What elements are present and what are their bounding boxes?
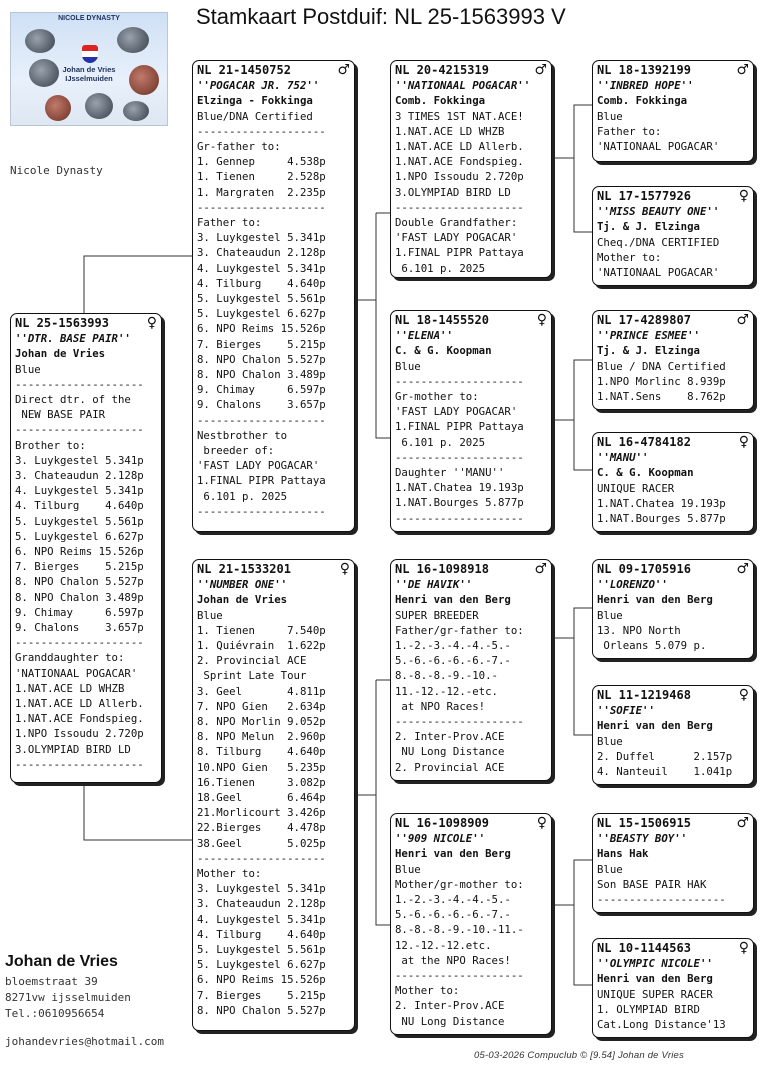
ring-number: NL 16-4784182	[597, 435, 691, 449]
card-line: 1.NAT.Bourges 5.877p	[395, 496, 524, 510]
card-line: 6.101 p. 2025	[197, 489, 288, 503]
card-lines	[395, 862, 547, 1029]
card-line: Cat.Long Distance'13	[597, 1018, 726, 1032]
breeder-name: Henri van den Berg	[395, 847, 511, 861]
card-line: 8.-8.-8.-9.-10.-11.-	[395, 923, 524, 937]
breeder-name: Henri van den Berg	[395, 593, 511, 607]
card-line: 8. Tilburg 4.640p	[197, 745, 326, 759]
pedigree-card-father-father[interactable]	[390, 60, 552, 278]
breeder-name: Henri van den Berg	[597, 972, 713, 986]
ring-number: NL 20-4215319	[395, 63, 489, 77]
card-line: 1.-2.-3.-4.-4.-5.-	[395, 893, 511, 907]
card-line: 21.Morlicourt 3.426p	[197, 806, 326, 820]
female-icon: ♀	[738, 940, 749, 956]
card-line: 4. Luykgestel 5.341p	[197, 912, 326, 926]
owner-address: bloemstraat 39	[5, 975, 98, 988]
card-line: 'FAST LADY POGACAR'	[395, 231, 518, 245]
card-line: --------------------	[197, 851, 326, 865]
card-line: Blue	[597, 734, 623, 748]
card-line: 1.NAT.Chatea 19.193p	[597, 496, 726, 510]
female-icon: ♀	[339, 561, 350, 577]
pigeon-name: ''NUMBER ONE''	[197, 578, 288, 592]
male-icon: ♂	[736, 62, 749, 78]
logo-top-text: NICOLE DYNASTY	[58, 15, 120, 22]
card-line: 'NATIONAAL POGACAR'	[597, 266, 720, 280]
card-line: 8. NPO Chalon 5.527p	[197, 352, 326, 366]
ring-number: NL 15-1506915	[597, 816, 691, 830]
card-line: 1.NAT.ACE Fondspieg.	[395, 155, 524, 169]
breeder-name: Johan de Vries	[15, 347, 106, 361]
card-line: Mother to:	[395, 984, 460, 998]
breeder-name: Henri van den Berg	[597, 719, 713, 733]
card-line: 1.NAT.ACE LD WHZB	[15, 681, 125, 695]
card-line: 7. Bierges 5.215p	[197, 337, 326, 351]
ring-number: NL 17-4289807	[597, 313, 691, 327]
card-line: 22.Bierges 4.478p	[197, 821, 326, 835]
breeder-name: Tj. & J. Elzinga	[597, 220, 700, 234]
card-line: 1. Margraten 2.235p	[197, 185, 326, 199]
card-line: at NPO Races!	[395, 699, 486, 713]
female-icon: ♀	[536, 312, 547, 328]
card-line: 6.101 p. 2025	[395, 435, 486, 449]
card-lines	[597, 235, 749, 281]
breeder-name: C. & G. Koopman	[597, 466, 694, 480]
card-line: 3.OLYMPIAD BIRD LD	[395, 185, 511, 199]
card-line: 5. Luykgestel 5.561p	[15, 514, 144, 528]
card-line: 3. Chateaudun 2.128p	[197, 897, 326, 911]
ring-number: NL 10-1144563	[597, 941, 691, 955]
card-lines	[597, 109, 749, 155]
pedigree-card-ggp-3[interactable]	[592, 310, 754, 410]
card-line: 2. Provincial ACE	[395, 760, 505, 774]
pigeon-name: ''SOFIE''	[597, 704, 655, 718]
card-line: 4. Nanteuil 1.041p	[597, 765, 733, 779]
owner-city: 8271vw ijsselmuiden	[5, 991, 131, 1004]
pedigree-card-mother-father[interactable]	[390, 559, 552, 781]
card-line: 5. Luykgestel 5.561p	[197, 292, 326, 306]
card-line: 9. Chimay 6.597p	[197, 383, 326, 397]
card-line: --------------------	[395, 374, 524, 388]
card-line: UNIQUE RACER	[597, 481, 675, 495]
pedigree-card-father[interactable]	[192, 60, 355, 532]
card-line: Father to:	[197, 216, 262, 230]
card-line: Mother/gr-mother to:	[395, 877, 524, 891]
breeder-name: C. & G. Koopman	[395, 344, 492, 358]
pigeon-name: ''ELENA''	[395, 329, 453, 343]
card-line: 6. NPO Reims 15.526p	[197, 973, 326, 987]
card-line: Son BASE PAIR HAK	[597, 877, 707, 891]
card-line: 38.Geel 5.025p	[197, 836, 326, 850]
card-line: Blue	[395, 862, 421, 876]
logo-place-text: IJsselmuiden	[65, 74, 113, 83]
card-line: Blue	[15, 362, 41, 376]
pigeon-name: ''MANU''	[597, 451, 649, 465]
male-icon: ♂	[736, 815, 749, 831]
card-line: Sprint Late Tour	[197, 669, 307, 683]
card-line: Blue	[597, 608, 623, 622]
pedigree-card-subject[interactable]	[10, 313, 162, 783]
card-lines	[395, 359, 547, 526]
pigeon-name: ''POGACAR JR. 752''	[197, 79, 320, 93]
card-line: --------------------	[395, 511, 524, 525]
card-line: 4. Tilburg 4.640p	[197, 276, 326, 290]
card-line: --------------------	[197, 200, 326, 214]
card-lines	[197, 608, 350, 1018]
pigeon-name: ''OLYMPIC NICOLE''	[597, 957, 713, 971]
card-line: 2. Inter-Prov.ACE	[395, 730, 505, 744]
ring-number: NL 25-1563993	[15, 316, 109, 330]
card-line: 1.NAT.ACE LD Allerb.	[15, 697, 144, 711]
card-line: Blue / DNA Certified	[597, 359, 726, 373]
card-line: 13. NPO North	[597, 623, 681, 637]
footer-text: 05-03-2026 Compuclub © [9.54] Johan de Vries	[474, 1050, 684, 1061]
card-line: --------------------	[197, 504, 326, 518]
card-line: Blue	[597, 109, 623, 123]
card-line: 4. Tilburg 4.640p	[197, 927, 326, 941]
ring-number: NL 21-1533201	[197, 562, 291, 576]
female-icon: ♀	[536, 815, 547, 831]
card-line: 1.FINAL PIPR Pattaya	[395, 246, 524, 260]
card-lines	[597, 734, 749, 780]
ring-number: NL 16-1098909	[395, 816, 489, 830]
female-icon: ♀	[738, 687, 749, 703]
card-line: 4. Tilburg 4.640p	[15, 499, 144, 513]
card-line: 4. Luykgestel 5.341p	[15, 484, 144, 498]
male-icon: ♂	[736, 561, 749, 577]
card-line: 5.-6.-6.-6.-6.-7.-	[395, 908, 511, 922]
card-line: SUPER BREEDER	[395, 608, 479, 622]
card-line: breeder of:	[197, 444, 275, 458]
card-line: --------------------	[15, 636, 144, 650]
card-line: 3. Chateaudun 2.128p	[15, 469, 144, 483]
pigeon-name: ''DTR. BASE PAIR''	[15, 332, 131, 346]
pedigree-card-mother[interactable]	[192, 559, 355, 1031]
card-line: 1.NAT.ACE LD WHZB	[395, 124, 505, 138]
owner-name: Johan de Vries	[5, 953, 118, 970]
card-line: --------------------	[15, 757, 144, 771]
card-line: 7. Bierges 5.215p	[197, 988, 326, 1002]
card-line: Blue	[597, 862, 623, 876]
male-icon: ♂	[534, 561, 547, 577]
card-line: --------------------	[15, 377, 144, 391]
card-line: 1.NPO Issoudu 2.720p	[395, 170, 524, 184]
card-line: --------------------	[597, 893, 726, 907]
card-line: 2. Inter-Prov.ACE	[395, 999, 505, 1013]
owner-phone: Tel.:0610956654	[5, 1007, 105, 1020]
card-line: Father/gr-father to:	[395, 623, 524, 637]
card-line: --------------------	[395, 450, 524, 464]
card-line: 1. Tienen 2.528p	[197, 170, 326, 184]
card-line: Granddaughter to:	[15, 651, 125, 665]
card-line: 3.OLYMPIAD BIRD LD	[15, 742, 131, 756]
card-line: --------------------	[395, 969, 524, 983]
card-line: 3. Luykgestel 5.341p	[15, 453, 144, 467]
card-line: Brother to:	[15, 438, 86, 452]
card-line: NEW BASE PAIR	[15, 408, 106, 422]
card-line: 1.NPO Issoudu 2.720p	[15, 727, 144, 741]
card-line: 3. Chateaudun 2.128p	[197, 246, 326, 260]
card-line: 1.NAT.Chatea 19.193p	[395, 481, 524, 495]
card-line: 8. NPO Chalon 5.527p	[15, 575, 144, 589]
card-line: UNIQUE SUPER RACER	[597, 987, 713, 1001]
pedigree-card-father-mother[interactable]	[390, 310, 552, 532]
card-line: Mother to:	[197, 867, 262, 881]
breeder-name: Johan de Vries	[197, 593, 288, 607]
card-line: 8. NPO Chalon 3.489p	[15, 590, 144, 604]
card-line: Cheq./DNA CERTIFIED	[597, 235, 720, 249]
card-lines	[597, 862, 749, 908]
card-line: 11.-12.-12.-etc.	[395, 684, 498, 698]
card-line: 5. Luykgestel 6.627p	[197, 958, 326, 972]
card-line: 3. Luykgestel 5.341p	[197, 231, 326, 245]
card-line: 8. NPO Chalon 5.527p	[197, 1003, 326, 1017]
card-line: Blue/DNA Certified	[197, 109, 313, 123]
card-line: 1.NAT.Bourges 5.877p	[597, 512, 726, 526]
card-line: Double Grandfather:	[395, 216, 518, 230]
female-icon: ♀	[146, 315, 157, 331]
card-line: 1.NPO Morlinc 8.939p	[597, 374, 726, 388]
ring-number: NL 18-1455520	[395, 313, 489, 327]
card-line: 1.-2.-3.-4.-4.-5.-	[395, 639, 511, 653]
card-line: 4. Luykgestel 5.341p	[197, 261, 326, 275]
card-line: 1.NAT.ACE Fondspieg.	[15, 712, 144, 726]
card-line: 9. Chimay 6.597p	[15, 605, 144, 619]
card-line: 'NATIONAAL POGACAR'	[597, 140, 720, 154]
card-line: Father to:	[597, 124, 662, 138]
card-line: 8. NPO Melun 2.960p	[197, 730, 326, 744]
card-line: Mother to:	[597, 250, 662, 264]
owner-block	[5, 954, 164, 1050]
card-line: 5. Luykgestel 5.561p	[197, 943, 326, 957]
female-icon: ♀	[738, 188, 749, 204]
card-line: 1.NAT.ACE LD Allerb.	[395, 140, 524, 154]
card-line: NU Long Distance	[395, 745, 505, 759]
strain-note: Nicole Dynasty	[10, 164, 103, 177]
card-line: 6. NPO Reims 15.526p	[15, 545, 144, 559]
pedigree-card-ggp-6[interactable]	[592, 685, 754, 785]
card-line: Gr-mother to:	[395, 390, 479, 404]
card-lines	[395, 109, 547, 276]
card-line: 2. Duffel 2.157p	[597, 749, 733, 763]
card-line: at the NPO Races!	[395, 953, 511, 967]
pigeon-name: ''LORENZO''	[597, 578, 668, 592]
male-icon: ♂	[337, 62, 350, 78]
breeder-name: Comb. Fokkinga	[597, 94, 688, 108]
page-title: Stamkaart Postduif: NL 25-1563993 V	[196, 4, 566, 29]
card-line: --------------------	[15, 423, 144, 437]
card-line: Daughter ''MANU''	[395, 466, 505, 480]
pedigree-card-ggp-5[interactable]	[592, 559, 754, 659]
breeder-name: Comb. Fokkinga	[395, 94, 486, 108]
pedigree-card-ggp-7[interactable]	[592, 813, 754, 913]
card-line: Orleans 5.079 p.	[597, 639, 707, 653]
breeder-name: Elzinga - Fokkinga	[197, 94, 313, 108]
card-line: --------------------	[197, 124, 326, 138]
card-line: 1. Gennep 4.538p	[197, 155, 326, 169]
card-line: 8.-8.-8.-9.-10.-	[395, 669, 498, 683]
card-line: 1.NAT.Sens 8.762p	[597, 390, 726, 404]
pedigree-card-ggp-1[interactable]	[592, 60, 754, 162]
pigeon-name: ''BEASTY BOY''	[597, 832, 688, 846]
card-line: NU Long Distance	[395, 1014, 505, 1028]
pigeon-name: ''MISS BEAUTY ONE''	[597, 205, 720, 219]
card-line: 18.Geel 6.464p	[197, 791, 326, 805]
card-lines	[597, 481, 749, 527]
card-line: --------------------	[197, 413, 326, 427]
ring-number: NL 11-1219468	[597, 688, 691, 702]
card-lines	[197, 109, 350, 519]
card-line: 1. OLYMPIAD BIRD	[597, 1002, 700, 1016]
card-line: Nestbrother to	[197, 428, 288, 442]
ring-number: NL 16-1098918	[395, 562, 489, 576]
ring-number: NL 18-1392199	[597, 63, 691, 77]
card-line: 3 TIMES 1ST NAT.ACE!	[395, 109, 524, 123]
pedigree-card-ggp-4[interactable]	[592, 432, 754, 532]
card-line: 1.FINAL PIPR Pattaya	[395, 420, 524, 434]
card-line: 6. NPO Reims 15.526p	[197, 322, 326, 336]
breeder-name: Tj. & J. Elzinga	[597, 344, 700, 358]
card-line: 1.FINAL PIPR Pattaya	[197, 474, 326, 488]
card-line: 3. Luykgestel 5.341p	[197, 882, 326, 896]
card-lines	[15, 362, 157, 772]
card-line: 7. Bierges 5.215p	[15, 560, 144, 574]
card-line: Blue	[197, 608, 223, 622]
card-line: 5. Luykgestel 6.627p	[15, 529, 144, 543]
pigeon-name: ''DE HAVIK''	[395, 578, 473, 592]
card-line: 8. NPO Chalon 3.489p	[197, 368, 326, 382]
pigeon-name: ''INBRED HOPE''	[597, 79, 694, 93]
card-line: 10.NPO Gien 5.235p	[197, 760, 326, 774]
logo-owner-text: Johan de Vries	[62, 65, 116, 74]
card-line: 2. Provincial ACE	[197, 654, 307, 668]
card-line: 1. Tienen 7.540p	[197, 623, 326, 637]
card-line: 3. Geel 4.811p	[197, 684, 326, 698]
pigeon-name: ''909 NICOLE''	[395, 832, 486, 846]
card-line: 1. Quiévrain 1.622p	[197, 639, 326, 653]
card-line: --------------------	[395, 200, 524, 214]
card-line: 8. NPO Morlin 9.052p	[197, 715, 326, 729]
card-line: 5.-6.-6.-6.-6.-7.-	[395, 654, 511, 668]
owner-email-link[interactable]: johandevries@hotmail.com	[5, 1035, 164, 1048]
card-line: 7. NPO Gien 2.634p	[197, 699, 326, 713]
card-lines	[395, 608, 547, 775]
male-icon: ♂	[534, 62, 547, 78]
pigeon-name: ''NATIONAAL POGACAR''	[395, 79, 531, 93]
card-line: 16.Tienen 3.082p	[197, 775, 326, 789]
pedigree-card-ggp-8[interactable]	[592, 938, 754, 1038]
breeder-name: Hans Hak	[597, 847, 649, 861]
female-icon: ♀	[738, 434, 749, 450]
card-line: 12.-12.-12.etc.	[395, 938, 492, 952]
ring-number: NL 21-1450752	[197, 63, 291, 77]
male-icon: ♂	[736, 312, 749, 328]
card-lines	[597, 987, 749, 1033]
card-line: --------------------	[395, 715, 524, 729]
card-line: 5. Luykgestel 6.627p	[197, 307, 326, 321]
card-lines	[597, 359, 749, 405]
ring-number: NL 09-1705916	[597, 562, 691, 576]
card-line: 'FAST LADY POGACAR'	[395, 405, 518, 419]
pigeon-name: ''PRINCE ESMEE''	[597, 329, 700, 343]
card-line: 9. Chalons 3.657p	[15, 621, 144, 635]
pedigree-card-ggp-2[interactable]	[592, 186, 754, 286]
ring-number: NL 17-1577926	[597, 189, 691, 203]
card-line: 6.101 p. 2025	[395, 261, 486, 275]
pedigree-card-mother-mother[interactable]	[390, 813, 552, 1035]
breeder-name: Henri van den Berg	[597, 593, 713, 607]
card-lines	[597, 608, 749, 654]
card-line: Direct dtr. of the	[15, 393, 131, 407]
card-line: Gr-father to:	[197, 140, 281, 154]
card-line: 'FAST LADY POGACAR'	[197, 459, 320, 473]
card-line: 'NATIONAAL POGACAR'	[15, 666, 138, 680]
card-line: 9. Chalons 3.657p	[197, 398, 326, 412]
card-line: Blue	[395, 359, 421, 373]
